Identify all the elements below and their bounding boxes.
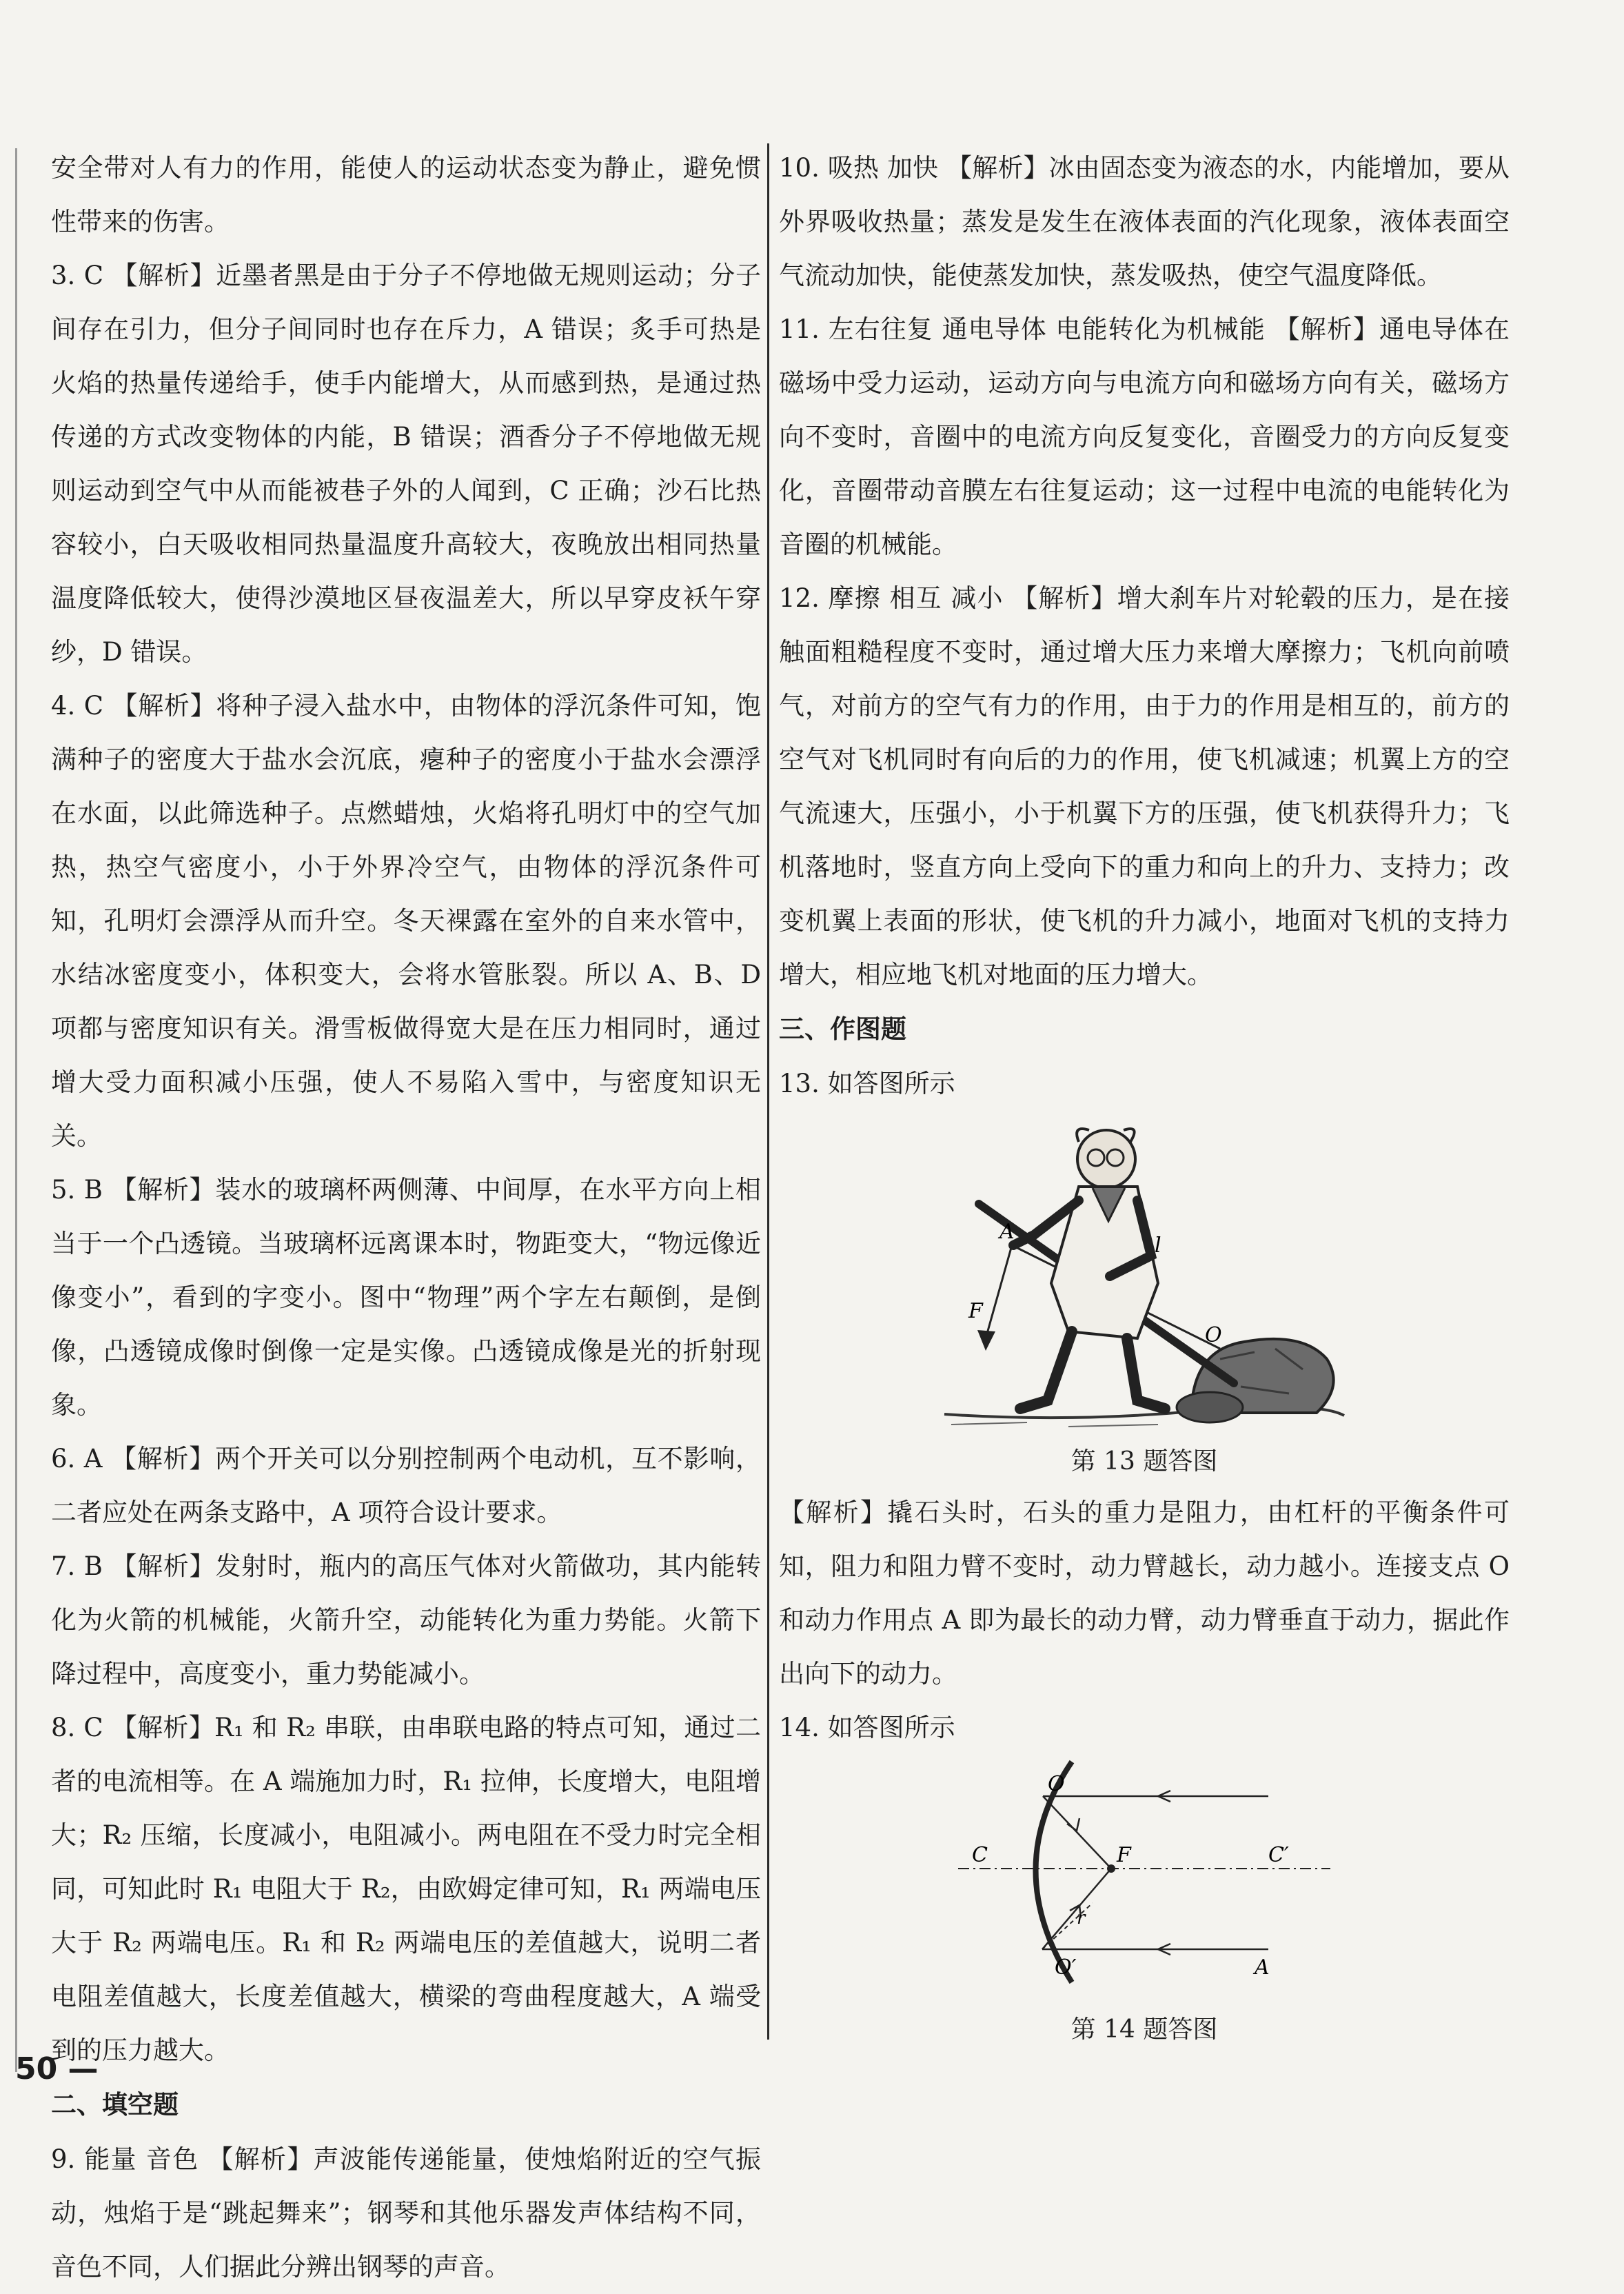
- fig13-label-F: F: [968, 1299, 983, 1323]
- answer-11: 11. 左右往复 通电导体 电能转化为机械能 【解析】通电导体在磁场中受力运动，运动方向与电流方向和磁场方向有关，磁场方向不变时，音圈中的电流方向反复变化，音圈受力的方向反复变化，音圈带动音膜左右往复运动；这一过程中电流的电能转化为音圈的机械能。: [779, 314, 1510, 559]
- fig14-label-A: A: [1255, 1955, 1270, 1980]
- answer-2-continued: 安全带对人有力的作用，能使人的运动状态变为静止，避免惯性带来的伤害。: [51, 153, 761, 237]
- section-heading-fill-in: 二、填空题: [51, 2090, 179, 2120]
- answer-4: 4. C 【解析】将种子浸入盐水中，由物体的浮沉条件可知，饱满种子的密度大于盐水会沉底，瘪种子的密度小于盐水会漂浮在水面，以此筛选种子。点燃蜡烛，火焰将孔明灯中的空气加热，热空气密度小，小于外界冷空气，由物体的浮沉条件可知，孔明灯会漂浮从而升空。冬天裸露在室外的自来水管中，水结冰密度变小，体积变大，会将水管胀裂。所以 A、B、D 项都与密度知识有关。滑雪板做得宽大是在压力相同时，通过增大受力面积减小压强，使人不易陷入雪中，与密度知识无关。: [51, 691, 761, 1151]
- figure-13: [779, 1111, 1510, 1438]
- section-heading-drawing: 三、作图题: [779, 1014, 906, 1044]
- figure-13-caption: 第 13 题答图: [1070, 1447, 1218, 1476]
- answer-3: 3. C 【解析】近墨者黑是由于分子不停地做无规则运动；分子间存在引力，但分子间同时也存在斥力，A 错误；炙手可热是火焰的热量传递给手，使手内能增大，从而感到热，是通过热传递的方式改变物体的内能，B 错误；酒香分子不停地做无规则运动到空气中从而能被巷子外的人闻到，C 正确；沙石比热容较小，白天吸收相同热量温度升高较大，夜晚放出相同热量温度降低较大，使得沙漠地区昼夜温差大，所以早穿皮袄午穿纱，D 错误。: [51, 261, 761, 667]
- fig13-label-l: l: [1155, 1234, 1161, 1258]
- fig13-label-A: A: [999, 1220, 1015, 1244]
- answer-8: 8. C 【解析】R₁ 和 R₂ 串联，由串联电路的特点可知，通过二者的电流相等。在 A 端施加力时，R₁ 拉伸，长度增大，电阻增大；R₂ 压缩，长度减小，电阻减小。两电阻在不受力时完全相同，可知此时 R₁ 电阻大于 R₂，由欧姆定律可知，R₁ 两端电压大于 R₂ 两端电压。R₁ 和 R₂ 两端电压的差值越大，说明二者电阻差值越大，长度差值越大，横梁的弯曲程度越大，A 端受到的压力越大。: [51, 1713, 761, 2065]
- answer-6: 6. A 【解析】两个开关可以分别控制两个电动机，互不影响，二者应处在两条支路中，A 项符合设计要求。: [51, 1444, 761, 1527]
- answer-12: 12. 摩擦 相互 减小 【解析】增大刹车片对轮毂的压力，是在接触面粗糙程度不变时，通过增大压力来增大摩擦力；飞机向前喷气，对前方的空气有力的作用，由于力的作用是相互的，前方的空气对飞机同时有向后的力的作用，使飞机减速；机翼上方的空气流速大，压强小，小于机翼下方的压强，使飞机获得升力；飞机落地时，竖直方向上受向下的重力和向上的升力、支持力；改变机翼上表面的形状，使飞机的升力减小，地面对飞机的支持力增大，相应地飞机对地面的压力增大。: [779, 583, 1510, 989]
- fig14-label-O: O: [1048, 1772, 1065, 1796]
- lever-scientist-figure: [931, 1111, 1358, 1435]
- fig14-label-C: C: [972, 1843, 988, 1867]
- right-column: [779, 141, 1510, 2054]
- figure-14-caption: 第 14 题答图: [1070, 2015, 1218, 2044]
- answer-9: 9. 能量 音色 【解析】声波能传递能量，使烛焰附近的空气振动，烛焰于是“跳起舞来”；钢琴和其他乐器发声体结构不同，音色不同，人们据此分辨出钢琴的声音。: [51, 2144, 761, 2282]
- fig14-label-O-prime: O′: [1055, 1955, 1077, 1980]
- answer-10: 10. 吸热 加快 【解析】冰由固态变为液态的水，内能增加，要从外界吸收热量；蒸发是发生在液体表面的汽化现象，液体表面空气流动加快，能使蒸发加快，蒸发吸热，使空气温度降低。: [779, 153, 1510, 290]
- fig14-label-F: F: [1117, 1843, 1131, 1867]
- left-column: [51, 141, 761, 2294]
- concave-mirror-figure: [951, 1755, 1337, 2003]
- fig13-label-O: O: [1205, 1323, 1222, 1347]
- fig14-label-C-prime: C′: [1268, 1843, 1289, 1867]
- force-arrow: [986, 1245, 1012, 1338]
- answer-7: 7. B 【解析】发射时，瓶内的高压气体对火箭做功，其内能转化为火箭的机械能，火箭升空，动能转化为重力势能。火箭下降过程中，高度变小，重力势能减小。: [51, 1551, 761, 1689]
- answer-14: 14. 如答图所示: [779, 1713, 955, 1742]
- fig14-label-r: r: [1077, 1908, 1086, 1929]
- answer-13-analysis: 【解析】撬石头时，石头的重力是阻力，由杠杆的平衡条件可知，阻力和阻力臂不变时，动力臂越长，动力越小。连接支点 O 和动力作用点 A 即为最长的动力臂，动力臂垂直于动力，据此作出向下的动力。: [779, 1498, 1510, 1689]
- figure-14: [779, 1755, 1510, 2006]
- column-divider: [767, 143, 769, 2040]
- answer-5: 5. B 【解析】装水的玻璃杯两侧薄、中间厚，在水平方向上相当于一个凸透镜。当玻璃杯远离课本时，物距变大，“物远像近像变小”，看到的字变小。图中“物理”两个字左右颠倒，是倒像，凸透镜成像时倒像一定是实像。凸透镜成像是光的折射现象。: [51, 1175, 761, 1420]
- answer-13: 13. 如答图所示: [779, 1069, 955, 1098]
- binding-edge-line: [15, 148, 17, 2072]
- page-number: 50 —: [15, 2051, 99, 2086]
